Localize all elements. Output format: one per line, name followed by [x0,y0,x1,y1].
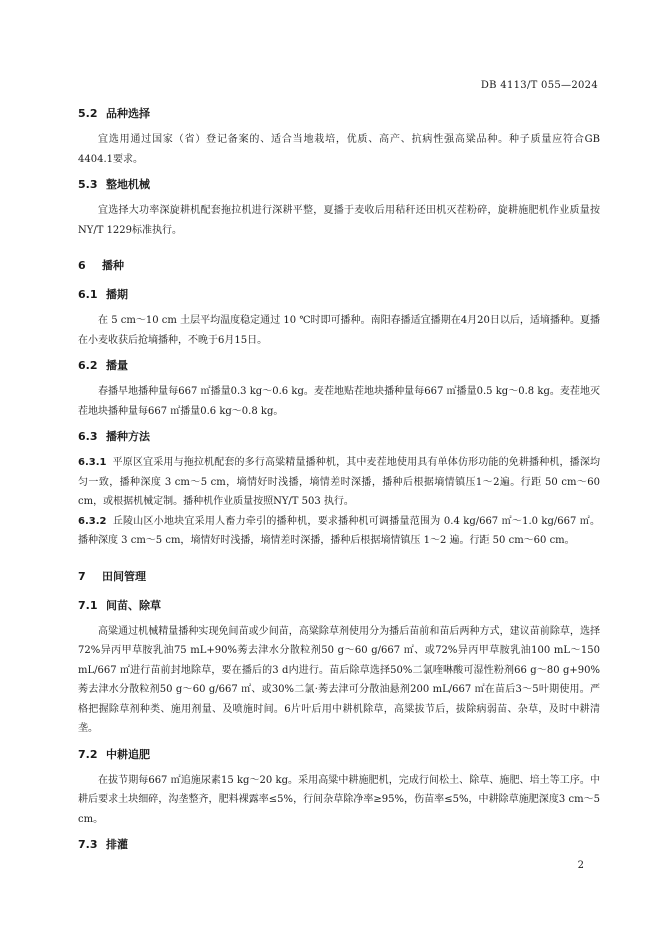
section-number: 5.2 [78,107,98,120]
section-7-heading [78,569,600,585]
section-number: 6.1 [78,288,98,301]
section-6-1-heading [78,287,600,303]
section-number: 7.1 [78,598,98,612]
section-number: 7.3 [78,838,98,851]
section-title: 田间管理 [102,569,146,583]
section-6-heading [78,258,600,274]
section-title: 播种 [102,259,124,272]
page-content [78,106,600,853]
section-6-3-2-paragraph [78,512,600,551]
section-number: 5.3 [78,178,98,191]
section-title: 排灌 [106,838,128,851]
section-7-1-paragraph: 高粱通过机械精量播种实现免间苗或少间苗，高粱除草剂使用分为播后苗前和苗后两种方式，建议苗前除草，选择72%异丙甲草胺乳油75 mL+90%莠去津水分散粒剂50 g～60 g/667 ㎡、或72%异丙甲草胺乳油100 mL～150 mL/667 ㎡进行苗前封地除草，要在播后的3 d内进行。苗后除草选择50%二氯喹啉酸可湿性粉剂66 g～80 g+90%莠去津水分散粒剂50 g～60 g/667 ㎡、或30%二氯·莠去津可分散油悬剂200 mL/667 ㎡在苗后3～5叶期使用。严格把握除草剂种类、施用剂量、及喷施时间。6片叶后用中耕机除草，高粱拔节后，拔除病弱苗、杂草，及时中耕清垄。 [78,625,600,734]
section-5-3-paragraph: 宜选择大功率深旋耕机配套拖拉机进行深耕平整，夏播于麦收后用秸秆还田机灭茬粉碎，旋耕施肥机作业质量按NY/T 1229标准执行。 [78,205,600,236]
section-title: 播量 [106,359,128,372]
section-5-3-heading [78,177,600,193]
section-6-2-paragraph: 春播早地播种量每667 ㎡播量0.3 kg～0.6 kg。麦茬地贴茬地块播种量每667 ㎡播量0.5 kg～0.8 kg。麦茬地灭茬地块播种量每667 ㎡播量0.6 kg～0.8 kg。 [78,386,600,417]
page-number: 2 [577,860,584,871]
document-code: DB 4113/T 055—2024 [480,80,598,91]
section-number: 6.2 [78,359,98,372]
subsection-number: 6.3.2 [78,515,107,527]
subsection-text: 平原区宜采用与拖拉机配套的多行高粱精量播种机，其中麦茬地使用具有单体仿形功能的免耕播种机，播深均匀一致，播种深度 3 cm～5 cm，墒情好时浅播，墒情差时深播，播种后根据墒情镇压1～2遍。行距 50 cm～60 cm，或根据机械定制。播种机作业质量按照NY/T 503 执行。 [78,457,600,507]
section-title: 播期 [106,288,128,301]
section-title: 品种选择 [106,107,150,120]
section-number: 7.2 [78,747,98,761]
section-title: 中耕追肥 [106,747,150,761]
section-number: 6.3 [78,430,98,443]
section-5-2-paragraph: 宜选用通过国家（省）登记备案的、适合当地栽培，优质、高产、抗病性强高粱品种。种子质量应符合GB 4404.1要求。 [78,134,600,165]
section-title: 整地机械 [106,178,150,191]
section-6-3-1-paragraph [78,453,600,512]
section-number: 7 [78,569,86,583]
section-6-2-heading [78,358,600,374]
subsection-text: 丘陵山区小地块宜采用人畜力牵引的播种机，要求播种机可调播量范围为 0.4 kg/667 ㎡～1.0 kg/667 ㎡。播种深度 3 cm～5 cm，墒情好时浅播，墒情差时深播，播种后根据墒情镇压 1～2 遍。行距 50 cm～60 cm。 [78,515,600,546]
section-5-2-heading [78,106,600,122]
section-6-1-paragraph: 在 5 cm～10 cm 土层平均温度稳定通过 10 ℃时即可播种。南阳春播适宜播期在4月20日以后，适墒播种。夏播在小麦收获后抢墒播种，不晚于6月15日。 [78,315,600,346]
section-7-2-heading [78,747,600,763]
section-title: 播种方法 [106,430,150,443]
section-7-3-heading [78,837,600,853]
subsection-number: 6.3.1 [78,457,107,468]
section-7-1-heading [78,598,600,614]
section-number: 6 [78,259,86,272]
section-7-2-paragraph: 在拔节期每667 ㎡追施尿素15 kg～20 kg。采用高粱中耕施肥机，完成行间松土、除草、施肥、培土等工序。中耕后要求土块细碎，沟垄整齐，肥料裸露率≤5%，行间杂草除净率≥95%，伤苗率≤5%，中耕除草施肥深度3 cm～5 cm。 [78,774,600,825]
section-6-3-heading [78,429,600,445]
section-title: 间苗、除草 [106,598,161,612]
